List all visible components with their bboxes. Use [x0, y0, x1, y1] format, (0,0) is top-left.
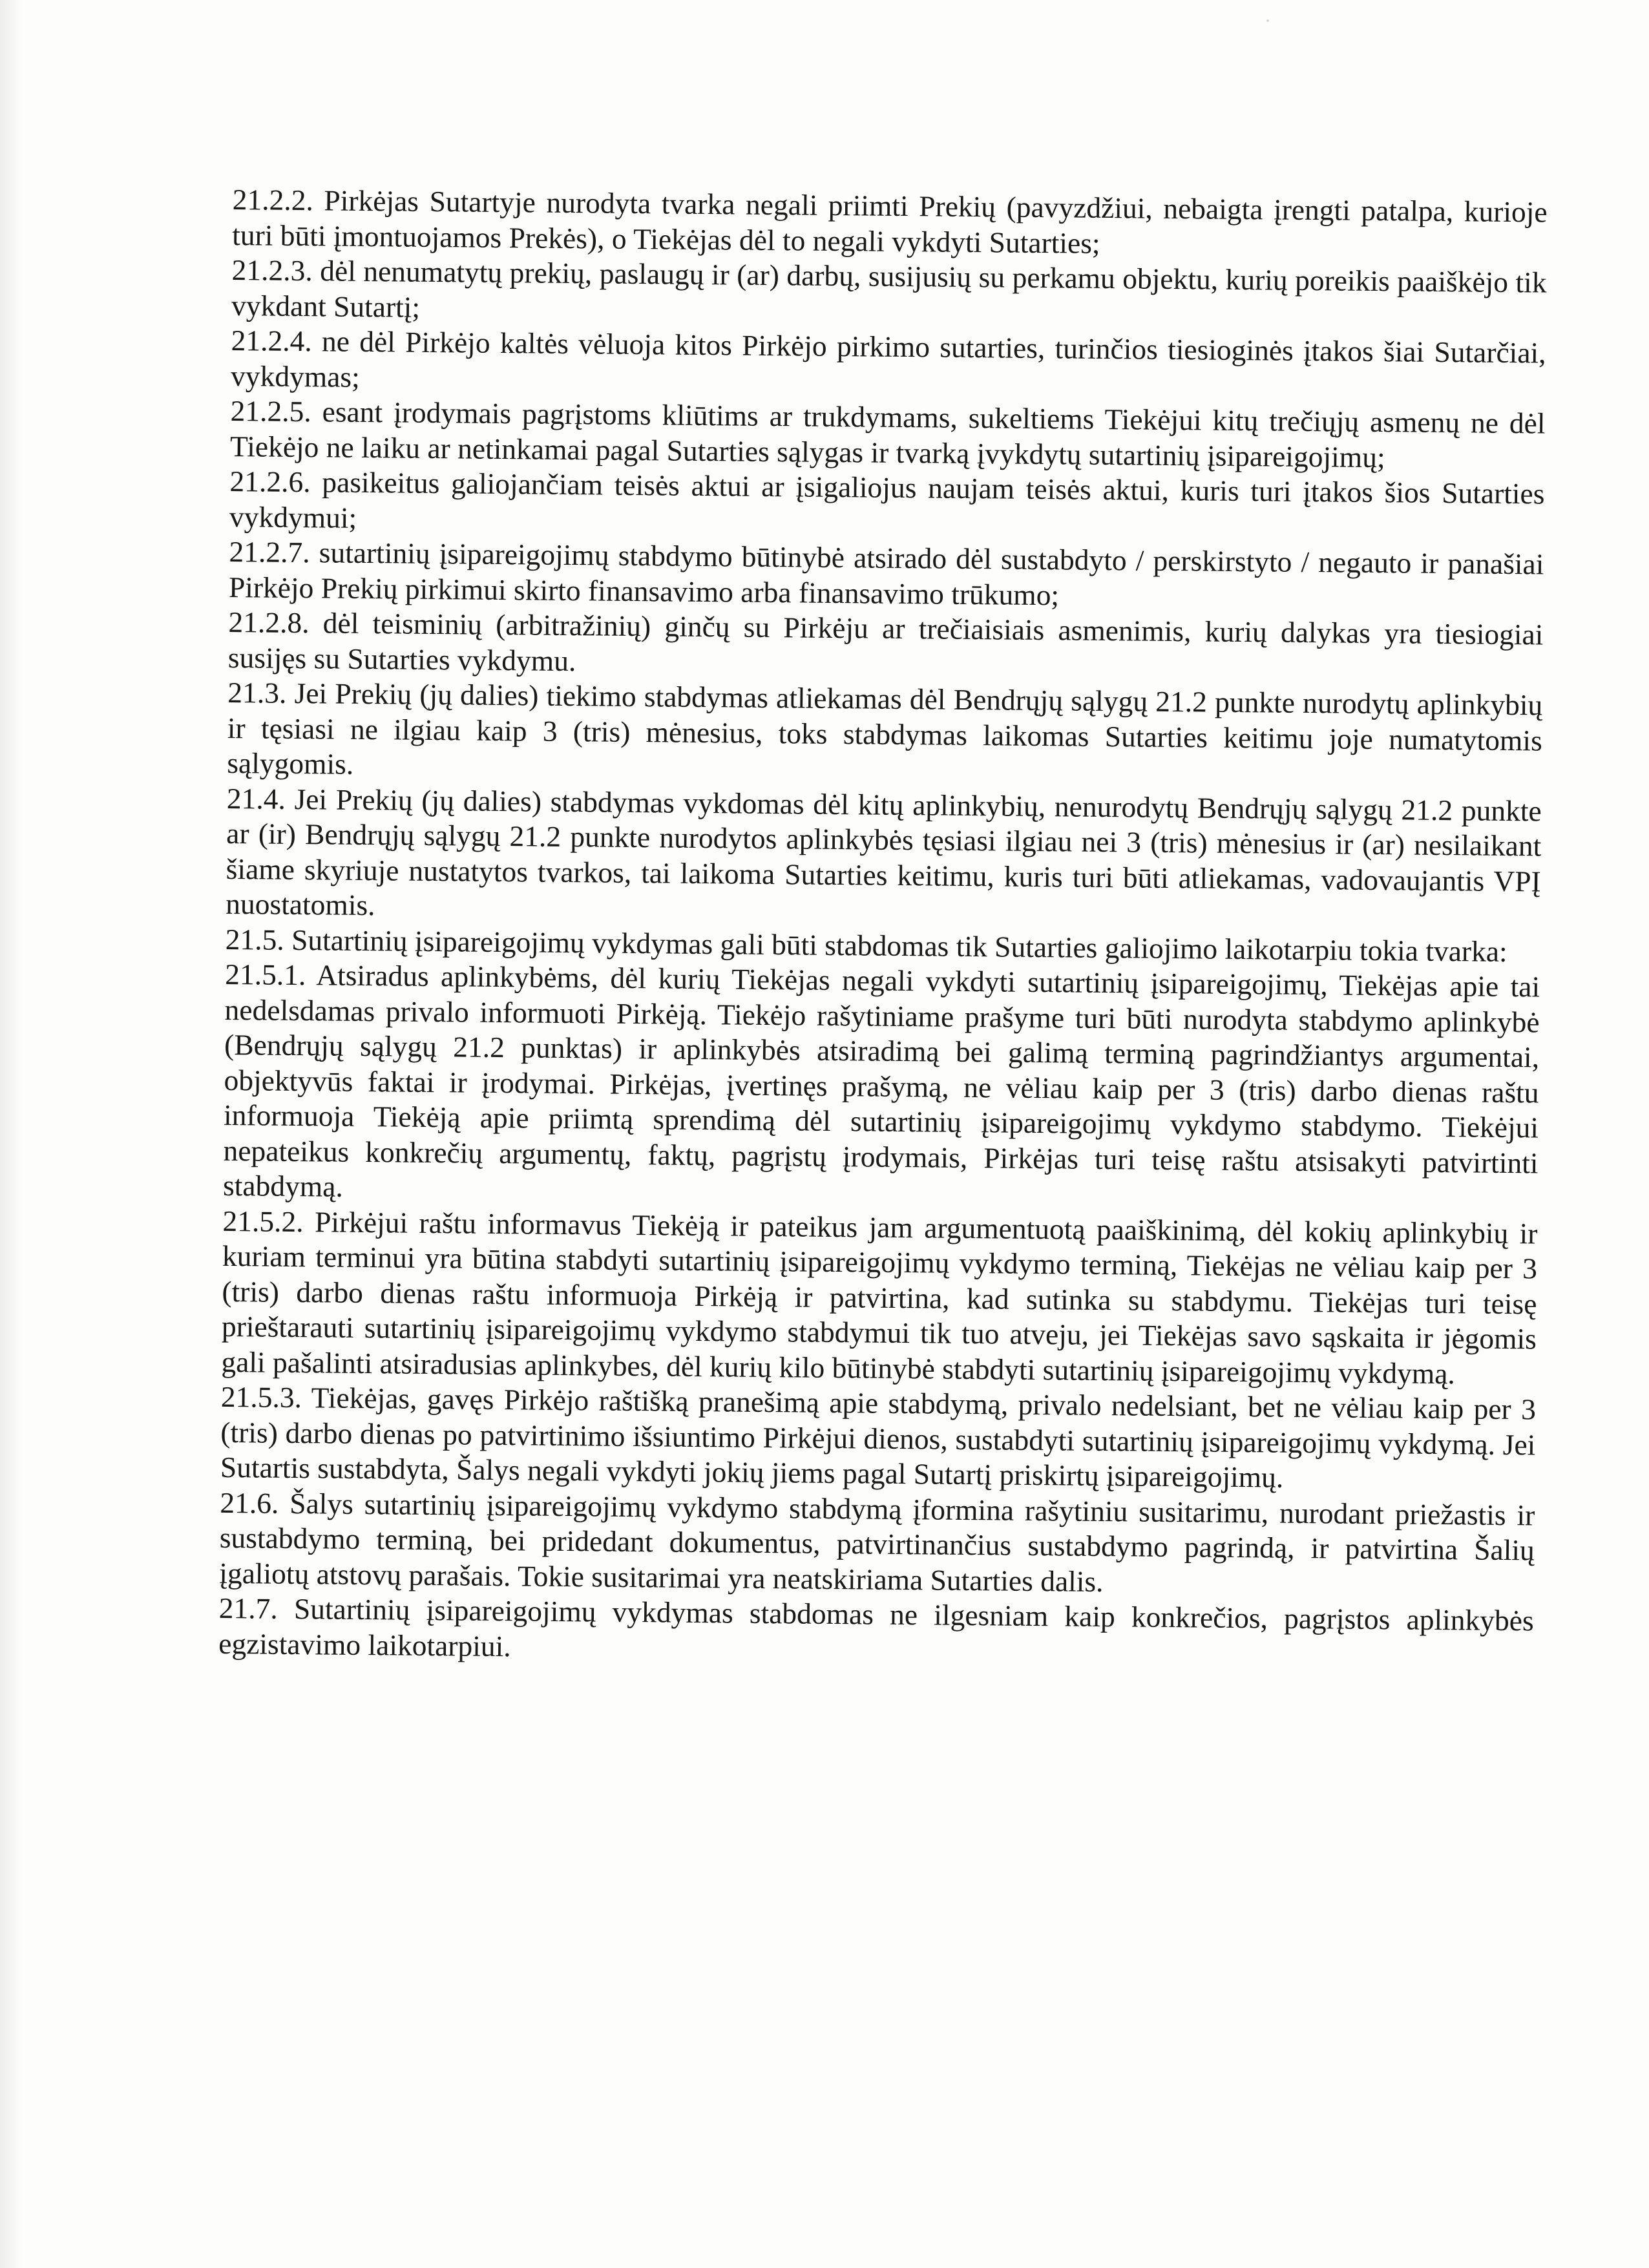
scan-edge-shadow [0, 0, 23, 2268]
clause-21-2-2: 21.2.2. Pirkėjas Sutartyje nurodyta tvarka negali priimti Prekių (pavyzdžiui, nebaigta įrengti patalpa, kurioje turi būti įmontuojamos Prekės), o Tiekėjas dėl to negali vykdyti Sutarties; [231, 182, 1548, 260]
clause-21-3: 21.3. Jei Prekių (jų dalies) tiekimo stabdymas atliekamas dėl Bendrųjų sąlygų 21.2 punkte nurodytų aplinkybių ir tęsiasi ne ilgiau kaip 3 (tris) mėnesius, toks stabdymas laikomas Sutarties keitimu joje numatytomis sąlygomis. [227, 675, 1543, 781]
clause-21-6: 21.6. Šalys sutartinių įsipareigojimų vykdymo stabdymą įformina rašytiniu susitarimu, nurodant priežastis ir sustabdymo terminą, bei pridedant dokumentus, patvirtinančius sustabdymo pagrindą, ir patvirtina Šalių įgaliotų atstovų parašais. Tokie susitarimai yra neatskiriama Sutarties dalis. [219, 1486, 1535, 1598]
clause-21-5-1: 21.5.1. Atsiradus aplinkybėms, dėl kurių Tiekėjas negali vykdyti sutartinių įsipareigojimų, Tiekėjas apie tai nedelsdamas privalo informuoti Pirkėją. Tiekėjo rašytiniame prašyme turi būti nurodyta stabdymo aplinkybė (Bendrųjų sąlygų 21.2 punktas) ir aplinkybės atsiradimą bei galimą terminą pagrindžiantys argumentai, objektyvūs faktai ir įrodymai. Pirkėjas, įvertinęs prašymą, ne vėliau kaip per 3 (tris) darbo dienas raštu informuoja Tiekėją apie priimtą sprendimą dėl sutartinių įsipareigojimų vykdymo stabdymo. Tiekėjui nepateikus konkrečių argumentų, faktų, pagrįstų įrodymais, Pirkėjas turi teisę raštu atsisakyti patvirtinti stabdymą. [222, 957, 1540, 1203]
contract-text [218, 182, 1548, 1674]
clause-21-7: 21.7. Sutartinių įsipareigojimų vykdymas stabdomas ne ilgesniam kaip konkrečios, pagrįstos aplinkybės egzistavimo laikotarpiui. [218, 1591, 1534, 1663]
clause-21-2-3: 21.2.3. dėl nenumatytų prekių, paslaugų ir (ar) darbų, susijusių su perkamu objektu, kurių poreikis paaiškėjo tik vykdant Sutartį; [231, 253, 1547, 324]
clause-21-2-6: 21.2.6. pasikeitus galiojančiam teisės aktui ar įsigaliojus naujam teisės aktui, kuris turi įtakos šios Sutarties vykdymui; [229, 464, 1545, 534]
clause-21-2-4: 21.2.4. ne dėl Pirkėjo kaltės vėluoja kitos Pirkėjo pirkimo sutarties, turinčios tiesioginės įtakos šiai Sutarčiai, vykdymas; [230, 323, 1546, 394]
clause-21-2-7: 21.2.7. sutartinių įsipareigojimų stabdymo būtinybė atsirado dėl sustabdyto / perskirstyto / negauto ir panašiai Pirkėjo Prekių pirkimui skirto finansavimo arba finansavimo trūkumo; [228, 534, 1544, 611]
clause-21-5-2: 21.5.2. Pirkėjui raštu informavus Tiekėją ir pateikus jam argumentuotą paaiškinimą, dėl kokių aplinkybių ir kuriam terminui yra būtina stabdyti sutartinių įsipareigojimų vykdymo terminą, Tiekėjas ne vėliau kaip per 3 (tris) darbo dienas raštu informuoja Pirkėją ir patvirtina, kad sutinka su stabdymu. Tiekėjas turi teisę prieštarauti sutartinių įsipareigojimų vykdymo stabdymui tik tuo atveju, jei Tiekėjas savo sąskaita ir jėgomis gali pašalinti atsiradusias aplinkybes, dėl kurių kilo būtinybė stabdyti sutartinių įsipareigojimų vykdymą. [221, 1204, 1538, 1390]
clause-21-2-8: 21.2.8. dėl teisminių (arbitražinių) ginčų su Pirkėju ar trečiaisiais asmenimis, kurių dalykas yra tiesiogiai susijęs su Sutarties vykdymu. [227, 605, 1544, 677]
clause-21-5-3: 21.5.3. Tiekėjas, gavęs Pirkėjo raštišką pranešimą apie stabdymą, privalo nedelsiant, bet ne vėliau kaip per 3 (tris) darbo dienas po patvirtinimo išsiuntimo Pirkėjui dienos, sustabdyti sutartinių įsipareigojimų vykdymą. Jei Sutartis sustabdyta, Šalys negali vykdyti jokių jiems pagal Sutartį priskirtų įsipareigojimų. [220, 1380, 1537, 1494]
clause-21-5: 21.5. Sutartinių įsipareigojimų vykdymas gali būti stabdomas tik Sutarties galiojimo laikotarpiu tokia tvarka: [225, 922, 1507, 968]
clause-21-4: 21.4. Jei Prekių (jų dalies) stabdymas vykdomas dėl kitų aplinkybių, nenurodytų Bendrųjų sąlygų 21.2 punkte ar (ir) Bendrųjų sąlygų 21.2 punkte nurodytos aplinkybės tęsiasi ilgiau nei 3 (tris) mėnesius ir (ar) nesilaikant šiame skyriuje nustatytos tvarkos, tai laikoma Sutarties keitimu, kuris turi būti atliekamas, vadovaujantis VPĮ nuostatomis. [226, 781, 1542, 922]
clause-21-2-5: 21.2.5. esant įrodymais pagrįstoms kliūtims ar trukdymams, sukeltiems Tiekėjui kitų trečiųjų asmenų ne dėl Tiekėjo ne laiku ar netinkamai pagal Sutarties sąlygas ir tvarką įvykdytų sutartinių įsipareigojimų; [229, 394, 1546, 474]
scan-speck [1266, 19, 1269, 22]
